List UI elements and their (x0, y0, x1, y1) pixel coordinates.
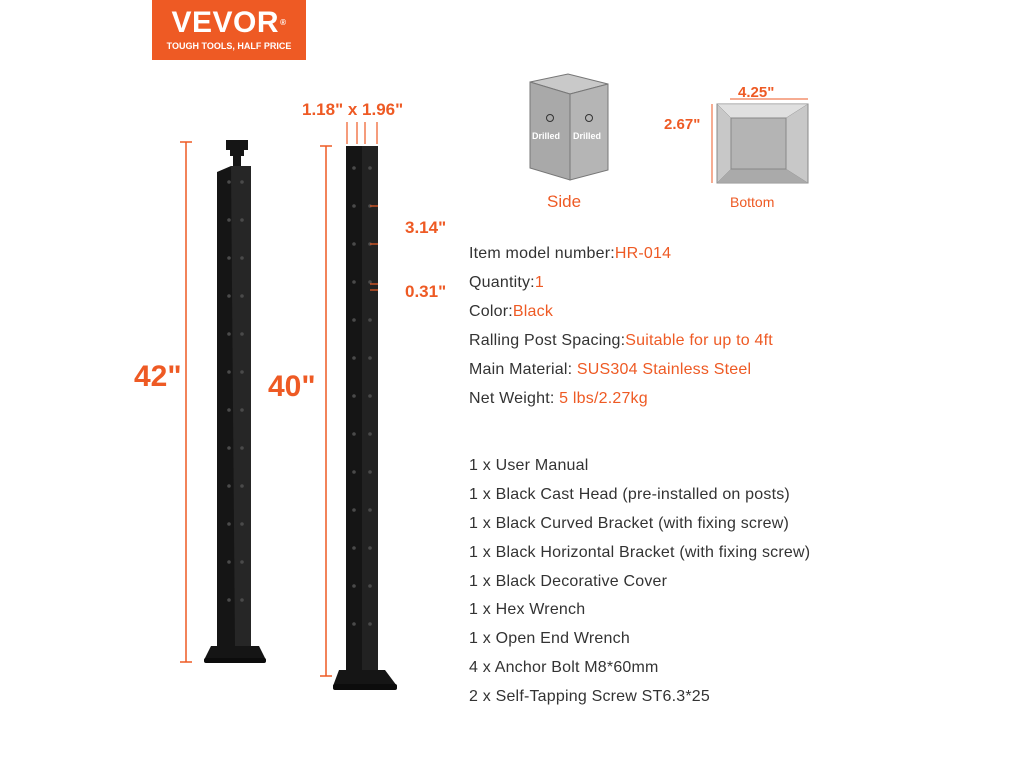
drilled-hole (240, 446, 244, 450)
drilled-hole (352, 394, 356, 398)
drilled-hole (368, 394, 372, 398)
drilled-hole (352, 470, 356, 474)
drilled-hole (368, 432, 372, 436)
package-item: 4 x Anchor Bolt M8*60mm (469, 659, 659, 676)
post-b-height-label: 40" (268, 370, 316, 403)
hole-spacing-label: 3.14" (405, 218, 447, 237)
drilled-hole (227, 294, 231, 298)
drilled-hole (352, 546, 356, 550)
drilled-hole (368, 470, 372, 474)
cross-section-label: 1.18" x 1.96" (302, 100, 404, 119)
post-a-height-label: 42" (134, 360, 182, 393)
package-item: 1 x User Manual (469, 457, 589, 474)
bottom-view-plate (712, 99, 808, 183)
drilled-hole (227, 218, 231, 222)
side-view-box (530, 74, 608, 180)
spec-quantity: Quantity:1 (469, 274, 544, 291)
drilled-hole (352, 584, 356, 588)
spec-color: Color:Black (469, 303, 554, 320)
hole-diameter-label: 0.31" (405, 282, 447, 301)
drilled-hole (240, 256, 244, 260)
brand-name: VEVOR (171, 6, 280, 39)
spec-weight: Net Weight: 5 lbs/2.27kg (469, 390, 648, 407)
drilled-hole (240, 598, 244, 602)
package-item: 1 x Black Cast Head (pre-installed on posts) (469, 486, 790, 503)
base-depth-label: 2.67" (664, 116, 701, 133)
drilled-hole (240, 484, 244, 488)
drilled-hole (240, 332, 244, 336)
bottom-view-label: Bottom (730, 194, 775, 210)
drilled-hole (227, 484, 231, 488)
drilled-hole (240, 180, 244, 184)
package-item: 1 x Black Decorative Cover (469, 573, 668, 590)
drilled-hole (227, 180, 231, 184)
drilled-hole (240, 560, 244, 564)
drilled-hole (227, 256, 231, 260)
drilled-hole (352, 166, 356, 170)
drilled-hole (352, 242, 356, 246)
drilled-hole (227, 598, 231, 602)
drilled-hole (368, 508, 372, 512)
drilled-hole (368, 622, 372, 626)
drilled-hole (227, 370, 231, 374)
drilled-hole (227, 408, 231, 412)
package-item: 1 x Black Curved Bracket (with fixing screw) (469, 515, 790, 532)
brand-tagline: TOUGH TOOLS, HALF PRICE (166, 41, 292, 51)
drilled-hole (240, 294, 244, 298)
spec-model: Item model number:HR-014 (469, 245, 672, 262)
drilled-hole (352, 204, 356, 208)
drilled-hole (352, 508, 356, 512)
package-item: 1 x Open End Wrench (469, 630, 630, 647)
drilled-hole (227, 560, 231, 564)
post-with-cast-head (204, 140, 266, 663)
drilled-hole (352, 356, 356, 360)
drilled-hole (368, 318, 372, 322)
drilled-hole (368, 584, 372, 588)
drilled-hole (368, 546, 372, 550)
registered-mark: ® (280, 18, 287, 27)
dimension-line-40 (320, 146, 332, 676)
drilled-hole (352, 280, 356, 284)
post-plain (333, 146, 397, 690)
package-item: 1 x Hex Wrench (469, 601, 586, 618)
drilled-hole (368, 280, 372, 284)
spec-material: Main Material: SUS304 Stainless Steel (469, 361, 752, 378)
drilled-hole (240, 522, 244, 526)
package-item: 2 x Self-Tapping Screw ST6.3*25 (469, 688, 710, 705)
drilled-hole (368, 166, 372, 170)
side-face-left-label: Drilled (532, 131, 561, 141)
base-width-label: 4.25" (738, 84, 775, 101)
side-face-right-label: Drilled (573, 131, 602, 141)
drilled-hole (227, 522, 231, 526)
drilled-hole (352, 622, 356, 626)
dimension-line-42 (180, 142, 192, 662)
cross-section-dimension (347, 122, 377, 144)
drilled-hole (368, 356, 372, 360)
drilled-hole (352, 318, 356, 322)
drilled-hole (240, 370, 244, 374)
drilled-hole (240, 218, 244, 222)
drilled-hole (227, 332, 231, 336)
drilled-hole (227, 446, 231, 450)
package-item: 1 x Black Horizontal Bracket (with fixing screw) (469, 544, 811, 561)
spec-post-spacing: Ralling Post Spacing:Suitable for up to 4ft (469, 332, 773, 349)
side-view-label: Side (547, 192, 582, 211)
drilled-hole (240, 408, 244, 412)
drilled-hole (352, 432, 356, 436)
